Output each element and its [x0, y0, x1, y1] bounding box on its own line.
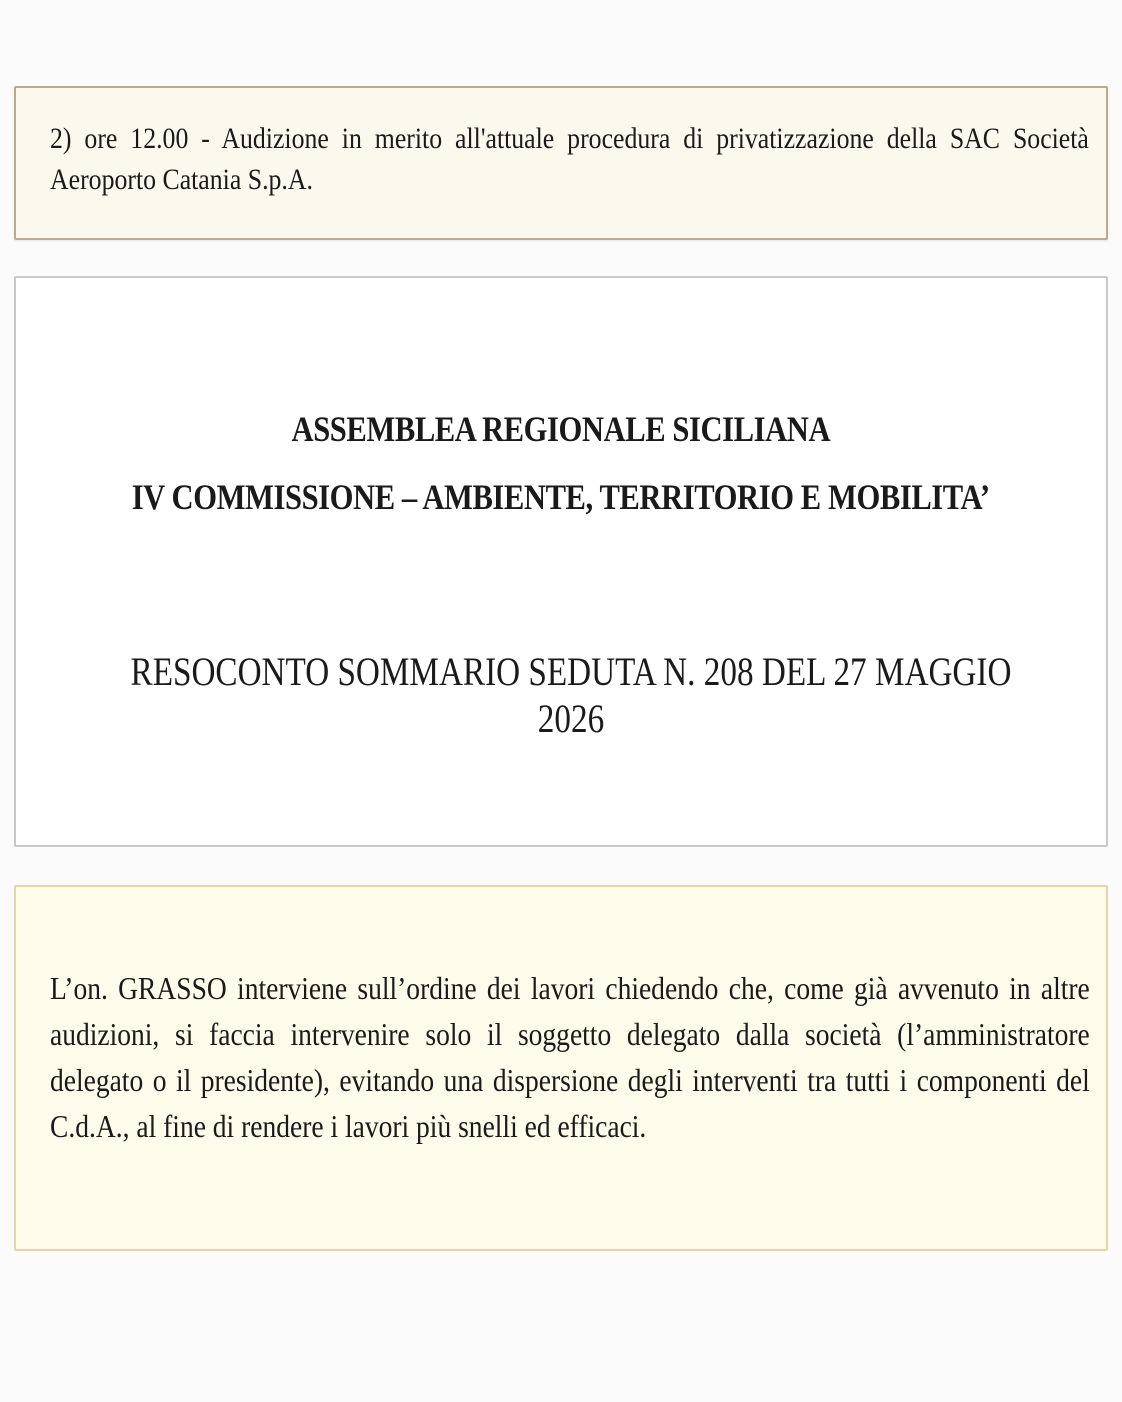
- document-header-panel: [14, 276, 1108, 847]
- commission-title: [16, 476, 1106, 518]
- commission-title-text: IV COMMISSIONE – AMBIENTE, TERRITORIO E MOBILITA’: [132, 477, 990, 517]
- agenda-panel: [14, 86, 1108, 240]
- assembly-title-text: ASSEMBLEA REGIONALE SICILIANA: [291, 409, 831, 449]
- agenda-item-text: 2) ore 12.00 - Audizione in merito all'attuale procedura di privatizzazione della SAC Società Aeroporto Catania S.p.A.: [50, 122, 1089, 196]
- intervention-text: L’on. GRASSO interviene sull’ordine dei lavori chiedendo che, come già avvenuto in altre audizioni, si faccia intervenire solo il soggetto delegato dalla società (l’amministratore delegato o il presidente), evitando una dispersione degli interventi tra tutti i componenti del C.d.A., al fine di rendere i lavori più snelli ed efficaci.: [50, 970, 1090, 1144]
- assembly-title: [16, 408, 1106, 450]
- intervention-panel: [14, 885, 1108, 1251]
- report-title-text: RESOCONTO SOMMARIO SEDUTA N. 208 DEL 27 MAGGIO 2026: [130, 649, 1012, 741]
- report-title: [16, 648, 1106, 742]
